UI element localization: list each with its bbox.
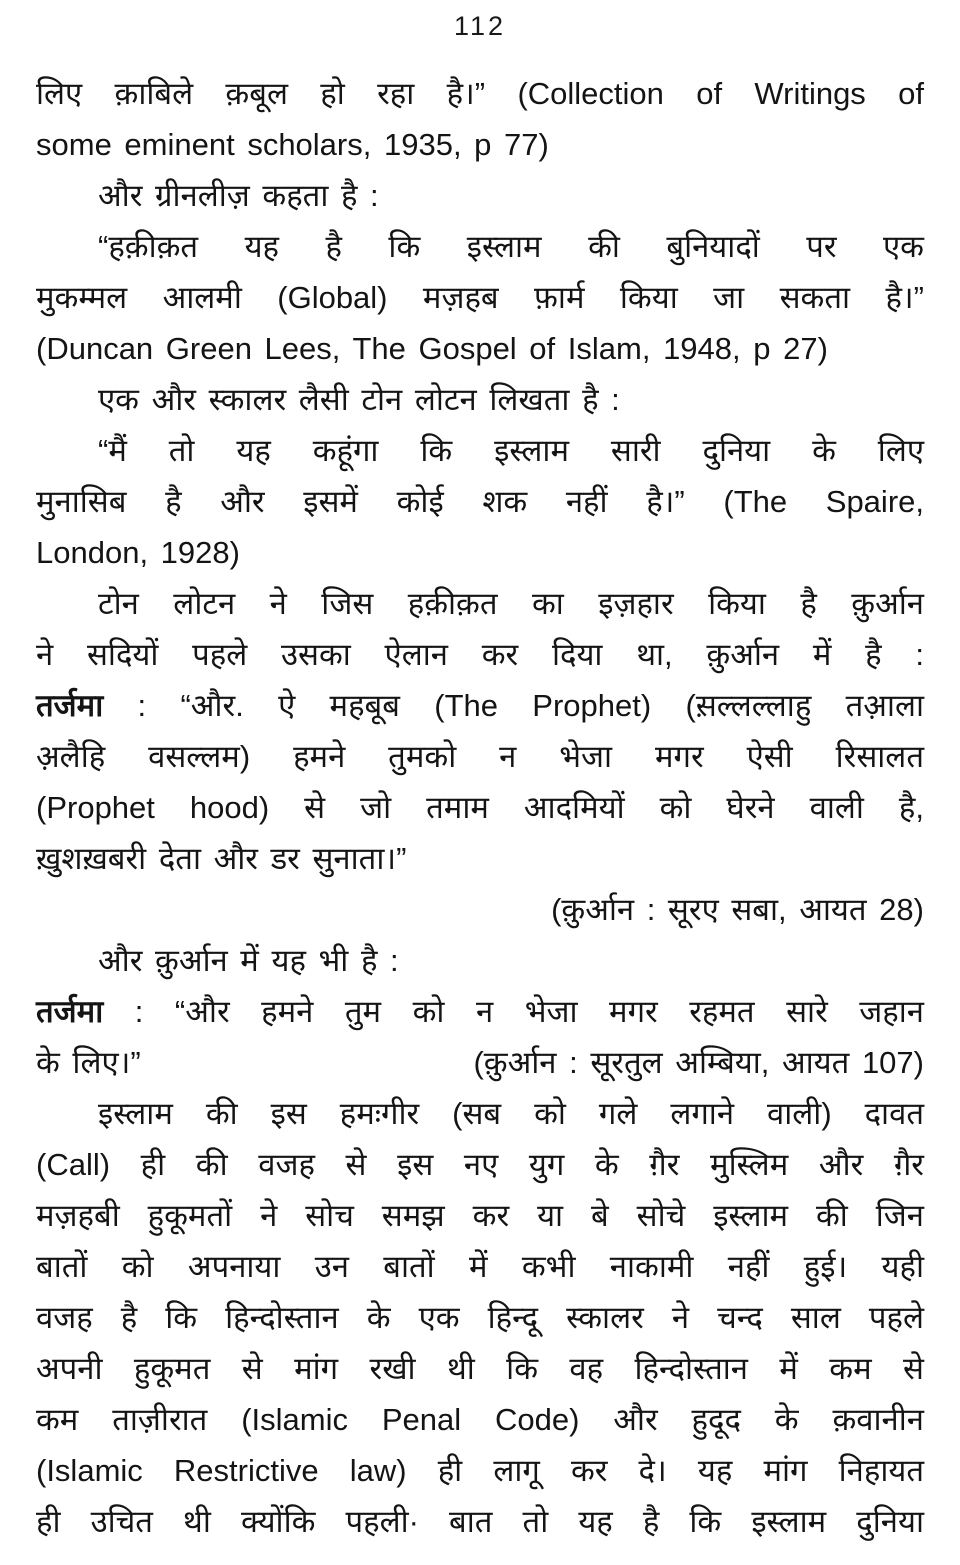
text-line: और क़ुर्आन में यह भी है : bbox=[98, 943, 399, 978]
text-line: मज़हबी हुकूमतों ने सोच समझ कर या बे सोचे इस्लाम की जिन bbox=[36, 1198, 924, 1233]
text-line-with-citation bbox=[36, 1037, 924, 1088]
text-line: वजह है कि हिन्दोस्तान के एक हिन्दू स्कालर ने चन्द साल पहले bbox=[36, 1300, 924, 1335]
text-line: ही उचित थी क्योंकि पहली· बात तो यह है कि इस्लाम दुनिया bbox=[36, 1504, 924, 1539]
text-line: ने सदियों पहले उसका ऐलान कर दिया था, क़ुर्आन में है : bbox=[36, 637, 924, 672]
text-line: (Call) ही की वजह से इस नए युग के ग़ैर मुस्लिम और ग़ैर bbox=[36, 1147, 924, 1182]
tarjama-label: तर्जमा bbox=[36, 688, 104, 723]
text-line: अ़लैहि वसल्लम) हमने तुमको न भेजा मगर ऐसी रिसालत bbox=[36, 739, 924, 774]
text-line: (Prophet hood) से जो तमाम आदमियों को घेरने वाली है, bbox=[36, 790, 924, 825]
text-line bbox=[36, 680, 924, 731]
citation-line: (क़ुर्आन : सूरए सबा, आयत 28) bbox=[551, 892, 924, 927]
text-line: मुकम्मल आलमी (Global) मज़हब फ़ार्म किया जा सकता है।” bbox=[36, 280, 924, 315]
text-line: और ग्रीनलीज़ कहता है : bbox=[98, 178, 379, 213]
text-line: “मैं तो यह कहूंगा कि इस्लाम सारी दुनिया के लिए bbox=[98, 433, 924, 468]
text-line: अपनी हुकूमत से मांग रखी थी कि वह हिन्दोस्तान में कम से bbox=[36, 1351, 924, 1386]
text-line: लिए क़ाबिले क़बूल हो रहा है।” (Collection of Writings of bbox=[36, 76, 924, 111]
text-line-continuation: : “और हमने तुम को न भेजा मगर रहमत सारे जहान bbox=[103, 994, 924, 1029]
text-line: (Duncan Green Lees, The Gospel of Islam, 1948, p 27) bbox=[36, 331, 828, 366]
text-line: ख़ुशख़बरी देता और डर सुनाता।” bbox=[36, 841, 407, 876]
text-line: कम ताज़ीरात (Islamic Penal Code) और हुदूद के क़वानीन bbox=[36, 1402, 924, 1437]
citation-right: (क़ुर्आन : सूरतुल अम्बिया, आयत 107) bbox=[473, 1045, 924, 1080]
text-line: बातों को अपनाया उन बातों में कभी नाकामी नहीं हुई। यही bbox=[36, 1249, 924, 1284]
page-number: 112 bbox=[453, 11, 507, 41]
text-line: London, 1928) bbox=[36, 535, 240, 570]
text-line: एक और स्कालर लैसी टोन लोटन लिखता है : bbox=[98, 382, 620, 417]
text-line: टोन लोटन ने जिस हक़ीक़त का इज़हार किया है क़ुर्आन bbox=[98, 586, 924, 621]
text-line: मुनासिब है और इसमें कोई शक नहीं है।” (The Spaire, bbox=[36, 484, 924, 519]
text-line: some eminent scholars, 1935, p 77) bbox=[36, 127, 549, 162]
text-line: इस्लाम की इस हमःगीर (सब को गले लगाने वाली) दावत bbox=[98, 1096, 924, 1131]
text-line: “हक़ीक़त यह है कि इस्लाम की बुनियादों पर एक bbox=[98, 229, 924, 264]
text-line: (Islamic Restrictive law) ही लागू कर दे। यह मांग निहायत bbox=[36, 1453, 924, 1488]
text-line bbox=[36, 986, 924, 1037]
text-line-left: के लिए।” bbox=[36, 1045, 141, 1080]
tarjama-label: तर्जमा bbox=[36, 994, 104, 1029]
text-line-continuation: : “और. ऐ महबूब (The Prophet) (स़ल्लल्लाहु तआ़ला bbox=[103, 688, 924, 723]
